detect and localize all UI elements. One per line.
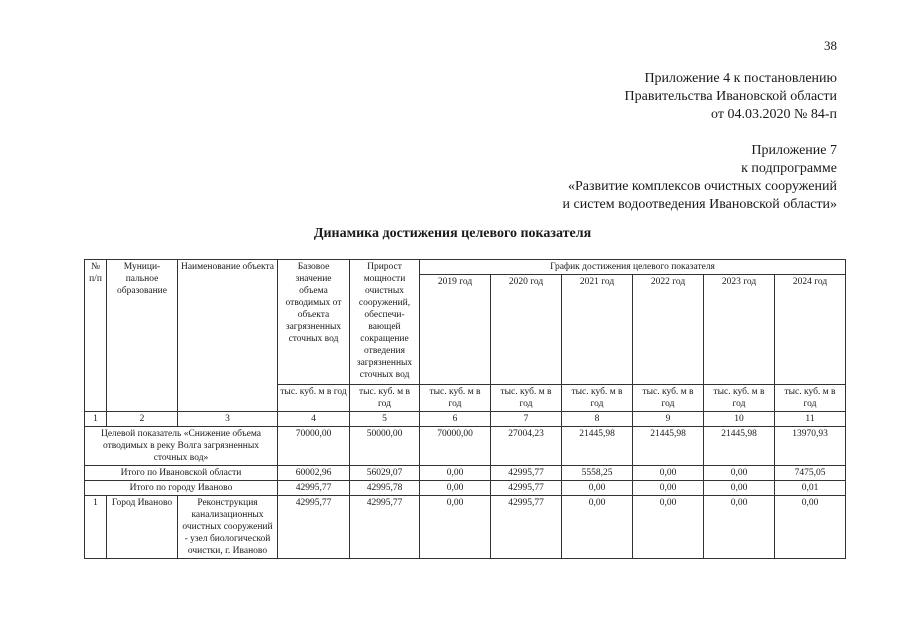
header-unit: тыс. куб. м в год [420,385,491,412]
cell-value: 42995,77 [278,481,350,496]
header-unit: тыс. куб. м в год [278,385,350,412]
cell-value: 42995,77 [491,466,562,481]
header-year: 2022 год [633,275,704,385]
header-unit: тыс. куб. м в год [350,385,420,412]
header-unit: тыс. куб. м в год [633,385,704,412]
cell-value: 21445,98 [562,427,633,466]
appendix-sub-line: «Развитие комплексов очистных сооружений [567,179,837,194]
appendix-main-line: от 04.03.2020 № 84-п [711,107,837,122]
column-numbers-row [85,412,846,427]
header-year: 2020 год [491,275,562,385]
header-year: 2024 год [775,275,846,385]
item-municipality: Город Иваново [107,496,178,559]
appendix-sub-header [563,142,837,214]
column-number: 2 [107,412,178,427]
header-object: Наименование объекта [178,260,278,412]
header-unit: тыс. куб. м в год [562,385,633,412]
cell-value: 21445,98 [704,427,775,466]
cell-value: 60002,96 [278,466,350,481]
cell-value: 42995,77 [278,496,350,559]
header-row [85,260,846,275]
cell-value: 70000,00 [278,427,350,466]
cell-value: 0,00 [775,496,846,559]
column-number: 8 [562,412,633,427]
table-row-total-region [85,466,846,481]
row-label: Итого по городу Иваново [85,481,278,496]
header-schedule: График достижения целевого показателя [420,260,846,275]
cell-value: 13970,93 [775,427,846,466]
header-unit: тыс. куб. м в год [704,385,775,412]
cell-value: 0,00 [704,466,775,481]
header-municipality: Муници-пальное образование [107,260,178,412]
cell-value: 0,00 [420,466,491,481]
cell-value: 42995,77 [350,496,420,559]
item-object: Реконструкция канализационных очистных сооружений - узел биологической очистки, г. Иваново [178,496,278,559]
cell-value: 42995,77 [491,481,562,496]
appendix-sub-line: и систем водоотведения Ивановской области» [562,197,837,212]
cell-value: 42995,78 [350,481,420,496]
column-number: 4 [278,412,350,427]
header-number: № п/п [85,260,107,412]
header-year: 2021 год [562,275,633,385]
column-number: 10 [704,412,775,427]
column-number: 5 [350,412,420,427]
column-number: 11 [775,412,846,427]
cell-value: 0,00 [633,466,704,481]
appendix-main-line: Правительства Ивановской области [624,89,837,104]
header-year: 2023 год [704,275,775,385]
cell-value: 0,00 [633,496,704,559]
table-row-target-indicator [85,427,846,466]
cell-value: 0,00 [633,481,704,496]
column-number: 1 [85,412,107,427]
cell-value: 50000,00 [350,427,420,466]
column-number: 6 [420,412,491,427]
cell-value: 56029,07 [350,466,420,481]
item-number: 1 [85,496,107,559]
cell-value: 0,00 [420,481,491,496]
table-row-object [85,496,846,559]
row-label: Целевой показатель «Снижение объема отводимых в реку Волга загрязненных сточных вод» [85,427,278,466]
cell-value: 27004,23 [491,427,562,466]
cell-value: 0,00 [562,496,633,559]
column-number: 9 [633,412,704,427]
cell-value: 0,00 [704,481,775,496]
header-year: 2019 год [420,275,491,385]
target-indicator-table [84,259,846,559]
cell-value: 0,01 [775,481,846,496]
header-capacity-growth: Прирост мощности очистных сооружений, обеспечи-вающей сокращение отведения загрязненных сточных вод [350,260,420,385]
header-base-value: Базовое значение объема отводимых от объекта загрязненных сточных вод [278,260,350,385]
appendix-sub-line: Приложение 7 [751,143,837,158]
cell-value: 5558,25 [562,466,633,481]
column-number: 3 [178,412,278,427]
cell-value: 0,00 [420,496,491,559]
page-number: 38 [824,38,837,53]
header-unit: тыс. куб. м в год [491,385,562,412]
cell-value: 0,00 [562,481,633,496]
cell-value: 21445,98 [633,427,704,466]
cell-value: 0,00 [704,496,775,559]
cell-value: 70000,00 [420,427,491,466]
header-unit: тыс. куб. м в год [775,385,846,412]
cell-value: 7475,05 [775,466,846,481]
appendix-main-line: Приложение 4 к постановлению [644,71,837,86]
appendix-sub-line: к подпрограмме [741,161,837,176]
column-number: 7 [491,412,562,427]
row-label: Итого по Ивановской области [85,466,278,481]
document-title: Динамика достижения целевого показателя [313,226,592,241]
appendix-main-header [625,70,837,124]
cell-value: 42995,77 [491,496,562,559]
table-row-total-city [85,481,846,496]
